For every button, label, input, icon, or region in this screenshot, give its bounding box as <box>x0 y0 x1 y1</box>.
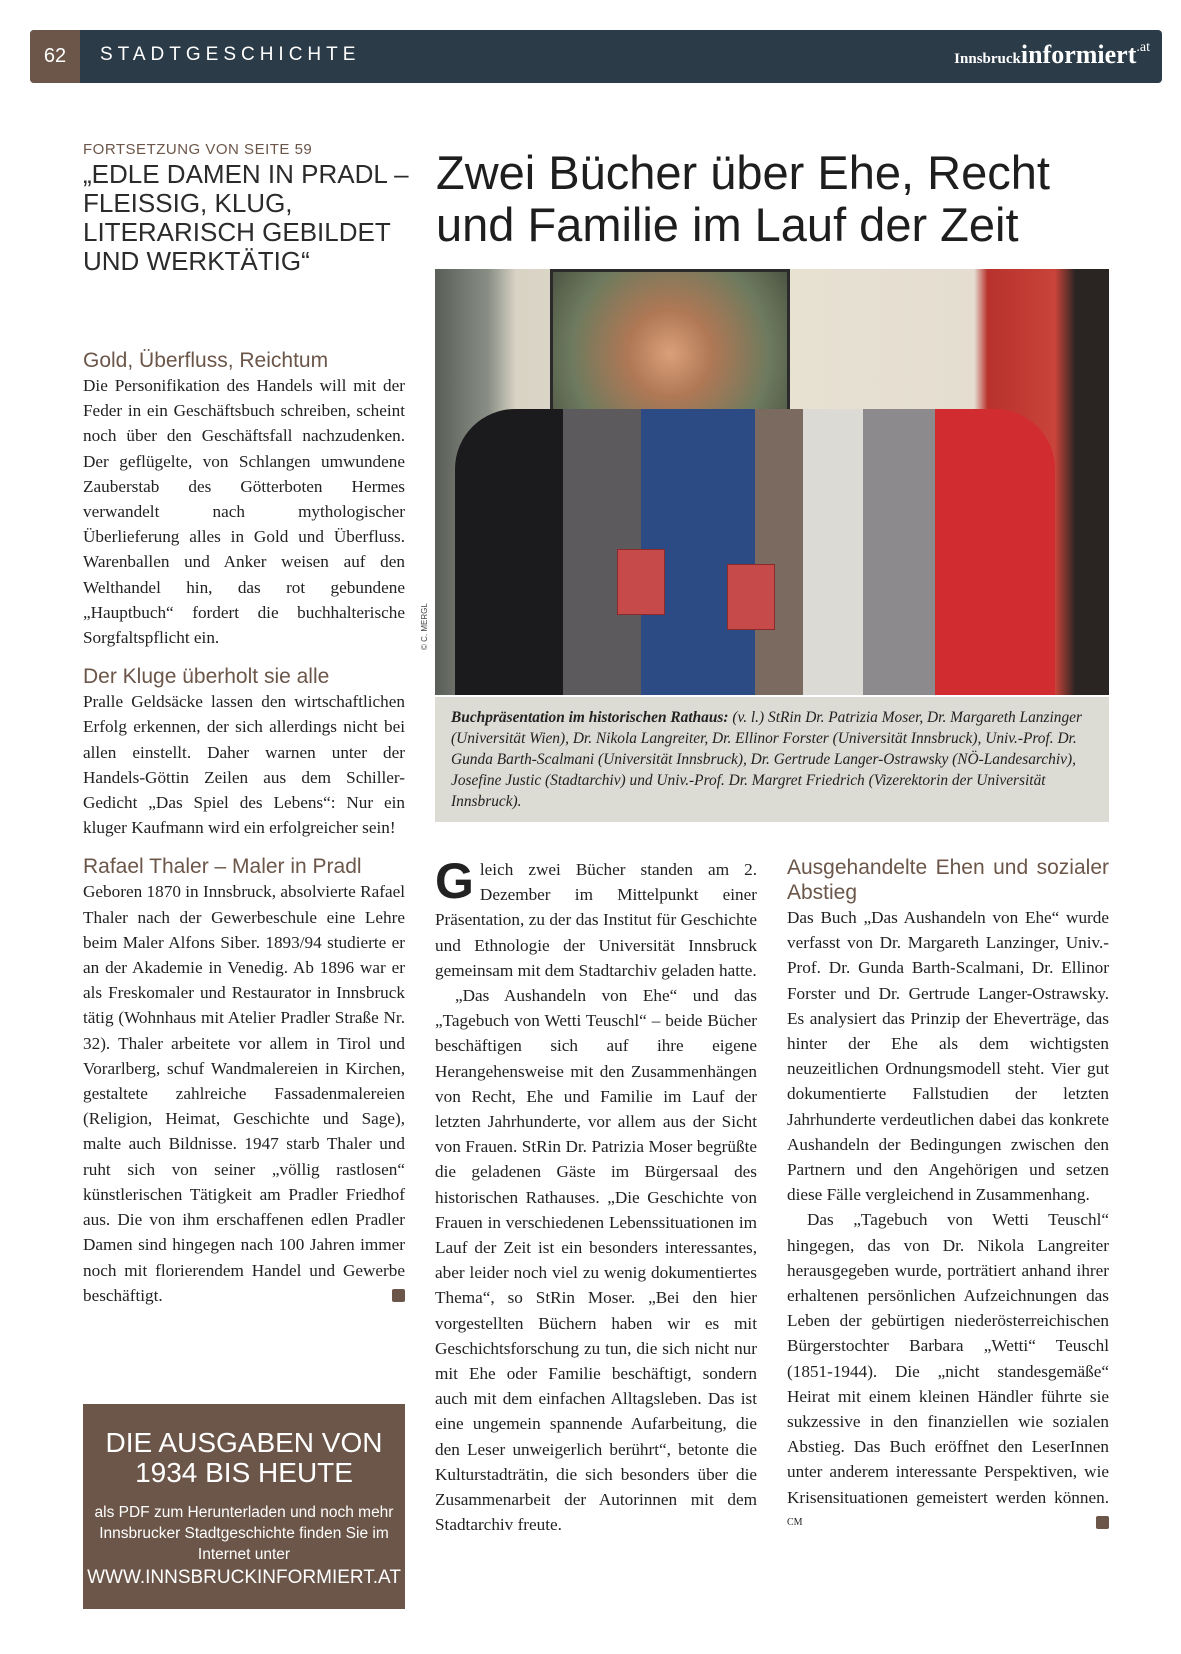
end-mark-icon <box>1096 1516 1109 1529</box>
page-number: 62 <box>30 30 80 83</box>
section-heading: Gold, Überfluss, Reichtum <box>83 349 329 372</box>
promo-text: als PDF zum Herunterladen und noch mehr Innsbrucker Stadtgeschichte finden Sie im Internet unter <box>94 1504 394 1563</box>
section-text: Die Personifikation des Handels will mit der Feder in ein Geschäftsbuch schreiben, scheint noch über den Geschäftsfall nachzudenken. Der geflügelte, von Schlangen umwundene Zauberstab des Götterboten Hermes verwandelt nach mythologischer Überlieferung alles in Gold und Überfluss. Warenballen und Anker weisen auf den Welthandel hin, das rot gebundene „Hauptbuch“ fordert die buchhalterische Sorgfaltspflicht ein. <box>83 376 405 648</box>
photo-caption: Buchpräsentation im historischen Rathaus: (v. l.) StRin Dr. Patrizia Moser, Dr. Margareth Lanzinger (Universität Wien), Dr. Nikola Langreiter, Dr. Ellinor Forster (Universität Innsbruck), Univ.-Prof. Dr. Gunda Barth-Scalmani (Universität Innsbruck), Dr. Gertrude Langer-Ostrawsky (NÖ-Landesarchiv), Josefine Justic (Stadtarchiv) und Univ.-Prof. Dr. Margret Friedrich (Vizerektorin der Universität Innsbruck). <box>435 697 1109 822</box>
article-title: Zwei Bücher über Ehe, Recht und Familie im Lauf der Zeit <box>436 146 1050 251</box>
book-image <box>617 549 665 615</box>
sidebar-title: „EDLE DAMEN IN PRADL – FLEISSIG, KLUG, LITERARISCH GEBILDET UND WERKTÄTIG“ <box>83 159 409 276</box>
promo-heading: DIE AUSGABEN VON 1934 BIS HEUTE <box>105 1427 383 1488</box>
people-group <box>455 409 1055 695</box>
author-initials: CM <box>787 1516 803 1528</box>
end-mark-icon <box>392 1289 405 1302</box>
continuation-kicker: FORTSETZUNG VON SEITE 59 <box>83 141 313 158</box>
group-photo <box>435 269 1109 695</box>
paragraph: Gleich zwei Bücher standen am 2. Dezember im Mittelpunkt einer Präsentation, zu der das Institut für Geschichte und Ethnologie der Universität Innsbruck gemeinsam mit dem Stadtarchiv geladen hatte. <box>435 853 757 980</box>
section-heading: Der Kluge überholt sie alle <box>83 665 330 689</box>
promo-link[interactable]: WWW.INNSBRUCKINFORMIERT.AT <box>87 1567 401 1588</box>
article-column-1 <box>435 853 757 1537</box>
section-title: STADTGESCHICHTE <box>100 44 361 65</box>
paragraph: Das „Tagebuch von Wetti Teuschl“ hingegen, das von Dr. Nikola Langreiter herausgegeben wurde, porträtiert anhand ihrer erhaltenen persönlichen Aufzeichnungen das Leben der gebürtigen niederösterreichischen Bürgerstochter Barbara „Wetti“ Teuschl (1851-1944). Die „nicht standesgemäße“ Heirat mit einem kleinen Händler führte sie sukzessive in den finanziellen wie sozialen Abstieg. Das Buch eröffnet den LeserInnen unter anderem interessante Perspektiven, wie Krisensituationen gemeistert werden können. $^{CM}$ <box>787 1210 1109 1528</box>
page-header <box>30 30 1162 83</box>
paragraph: „Das Aushandeln von Ehe“ und das „Tagebuch von Wetti Teuschl“ – beide Bücher beschäftigen sich auf ihre eigene Herangehensweise mit den Zusammenhängen von Recht, Ehe und Familie im Lauf der letzten Jahrhunderte, vor allem aus der Sicht von Frauen. StRin Dr. Patrizia Moser begrüßte die geladenen Gäste im Bürgersaal des historischen Rathauses. „Die Geschichte von Frauen in verschiedenen Lebenssituationen im Lauf der Zeit ist ein besonders interessantes, aber leider noch viel zu wenig dokumentiertes Thema“, so StRin Moser. „Bei den hier vorgestellten Büchern haben wir es mit Geschichtsforschung zu tun, die sich nicht nur mit Ehe oder Familie beschäftigt, sondern auch mit dem einfachen Alltagsleben. Das ist eine ungemein spannende Aufarbeitung, die den Leser unweigerlich berührt“, betonte die Kulturstadträtin, die sich besonders über die Zusammenarbeit der Autorinnen mit dem Stadtarchiv freute. <box>435 986 757 1535</box>
photo-credit: © C. MERGL <box>420 603 429 650</box>
sidebar-column <box>83 340 405 1308</box>
promo-box <box>83 1404 405 1609</box>
section-text: Geboren 1870 in Innsbruck, absolvierte Rafael Thaler nach der Gewerbeschule eine Lehre beim Maler Alfons Siber. 1893/94 studierte er an der Akademie in Venedig. Ab 1896 war er als Freskomaler und Restaurator in Innsbruck tätig (Wohnhaus mit Atelier Pradler Straße Nr. 32). Thaler arbeitete vor allem in Tirol und Vorarlberg, schuf Wandmalereien in Kirchen, gestaltete zahlreiche Fassadenmalereien (Religion, Heimat, Geschichte und Sage), malte auch Bildnisse. 1947 starb Thaler und ruht sich von seiner „völlig rastlosen“ künstlerischen Tätigkeit am Pradler Friedhof aus. Die von ihm erschaffenen edlen Pradler Damen sind hingegen nach 100 Jahren immer noch mit florierendem Handel und Gewerbe beschäftigt. <box>83 882 405 1305</box>
drop-cap: G <box>435 853 474 909</box>
section-text: Pralle Geldsäcke lassen den wirtschaftlichen Erfolg erkennen, der sich allerdings nicht bei allen einstellt. Daher warnen unter der Handels-Göttin Zeilen aus dem Schiller-Gedicht „Das Spiel des Lebens“: Nur ein kluger Kaufmann wird ein erfolgreicher sein! <box>83 692 405 838</box>
article-column-2 <box>787 855 1109 1539</box>
magazine-logo: Innsbruckinformiert.at <box>954 40 1150 69</box>
section-heading: Rafael Thaler – Maler in Pradl <box>83 855 362 879</box>
paragraph: Das Buch „Das Aushandeln von Ehe“ wurde verfasst von Dr. Margareth Lanzinger, Univ.-Prof. Dr. Gunda Barth-Scalmani, Dr. Ellinor Forster und Dr. Gertrude Langer-Ostrawsky. Es analysiert das Prinzip der Eheverträge, das hinter der Ehe als dem wichtigsten neuzeitlichen Ordnungsmodell steht. Vier gut dokumentierte Fallstudien der letzten Jahrhunderte verdeutlichen dabei das konkrete Aushandeln der Bedingungen zwischen den Partnern und den Angehörigen und setzen diese Fälle vergleichend in Zusammenhang. <box>787 908 1109 1205</box>
section-heading: Ausgehandelte Ehen und sozialer Abstieg <box>787 856 1109 904</box>
book-image <box>727 564 775 630</box>
